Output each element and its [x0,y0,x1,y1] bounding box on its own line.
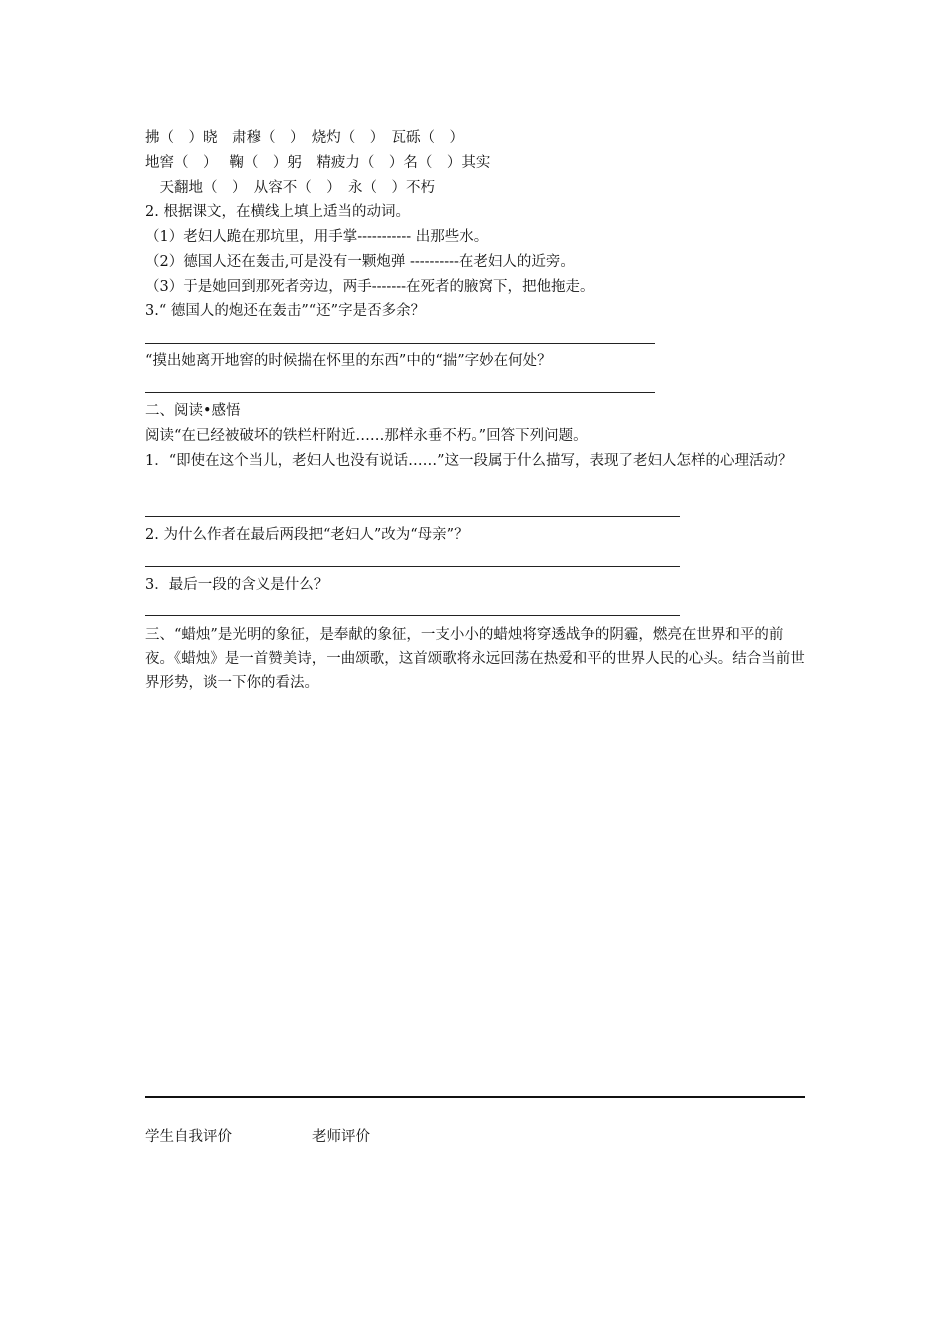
section2-question-1: 1．“即使在这个当儿，老妇人也没有说话……”这一段属于什么描写，表现了老妇人怎样的心理活动？ [145,453,793,469]
section2-heading: 二、阅读•感悟 [145,403,241,419]
section2-question-3: 3．最后一段的含义是什么？ [145,577,329,593]
answer-line [145,615,680,616]
student-self-evaluation-label: 学生自我评价 [145,1129,232,1145]
exercise1-row2: 地窖（ ） 鞠（ ）躬 精疲力（ ）名（ ）其实 [145,155,491,171]
answer-line [145,566,680,567]
exercise2-item-1: （1）老妇人跪在那坑里，用手掌----------- 出那些水。 [145,229,489,245]
answer-line [145,392,655,393]
section3-essay-prompt: 三、“蜡烛”是光明的象征，是奉献的象征，一支小小的蜡烛将穿透战争的阴霾，燃亮在世界和平的前夜。《蜡烛》是一首赞美诗，一曲颂歌，这首颂歌将永远回荡在热爱和平的世界人民的心头。结合当前世界形势，谈一下你的看法。 [145,627,805,691]
section2-instruction: 阅读“在已经被破坏的铁栏杆附近……那样永垂不朽。”回答下列问题。 [145,428,588,444]
exercise3-question-1: 3.“ 德国人的炮还在轰击”“还”字是否多余？ [145,303,426,319]
answer-line [145,516,680,517]
section2-question-2: 2. 为什么作者在最后两段把“老妇人”改为“母亲”？ [145,527,469,543]
exercise2-heading: 2. 根据课文，在横线上填上适当的动词。 [145,204,410,220]
exercise3-question-2: “摸出她离开地窖的时候揣在怀里的东西”中的“揣”字妙在何处？ [145,353,552,369]
exercise2-item-2: （2）德国人还在轰击,可是没有一颗炮弹 ----------在老妇人的近旁。 [145,254,575,270]
exercise1-row1: 拂（ ）晓 肃穆（ ） 烧灼（ ） 瓦砾（ ） [145,130,464,146]
teacher-evaluation-label: 老师评价 [312,1129,370,1145]
exercise1-row3: 天翻地（ ） 从容不（ ） 永（ ）不朽 [145,180,435,196]
exercise2-item-3: （3）于是她回到那死者旁边，两手-------在死者的腋窝下，把他拖走。 [145,279,595,295]
footer-divider [145,1096,805,1098]
answer-line [145,343,655,344]
